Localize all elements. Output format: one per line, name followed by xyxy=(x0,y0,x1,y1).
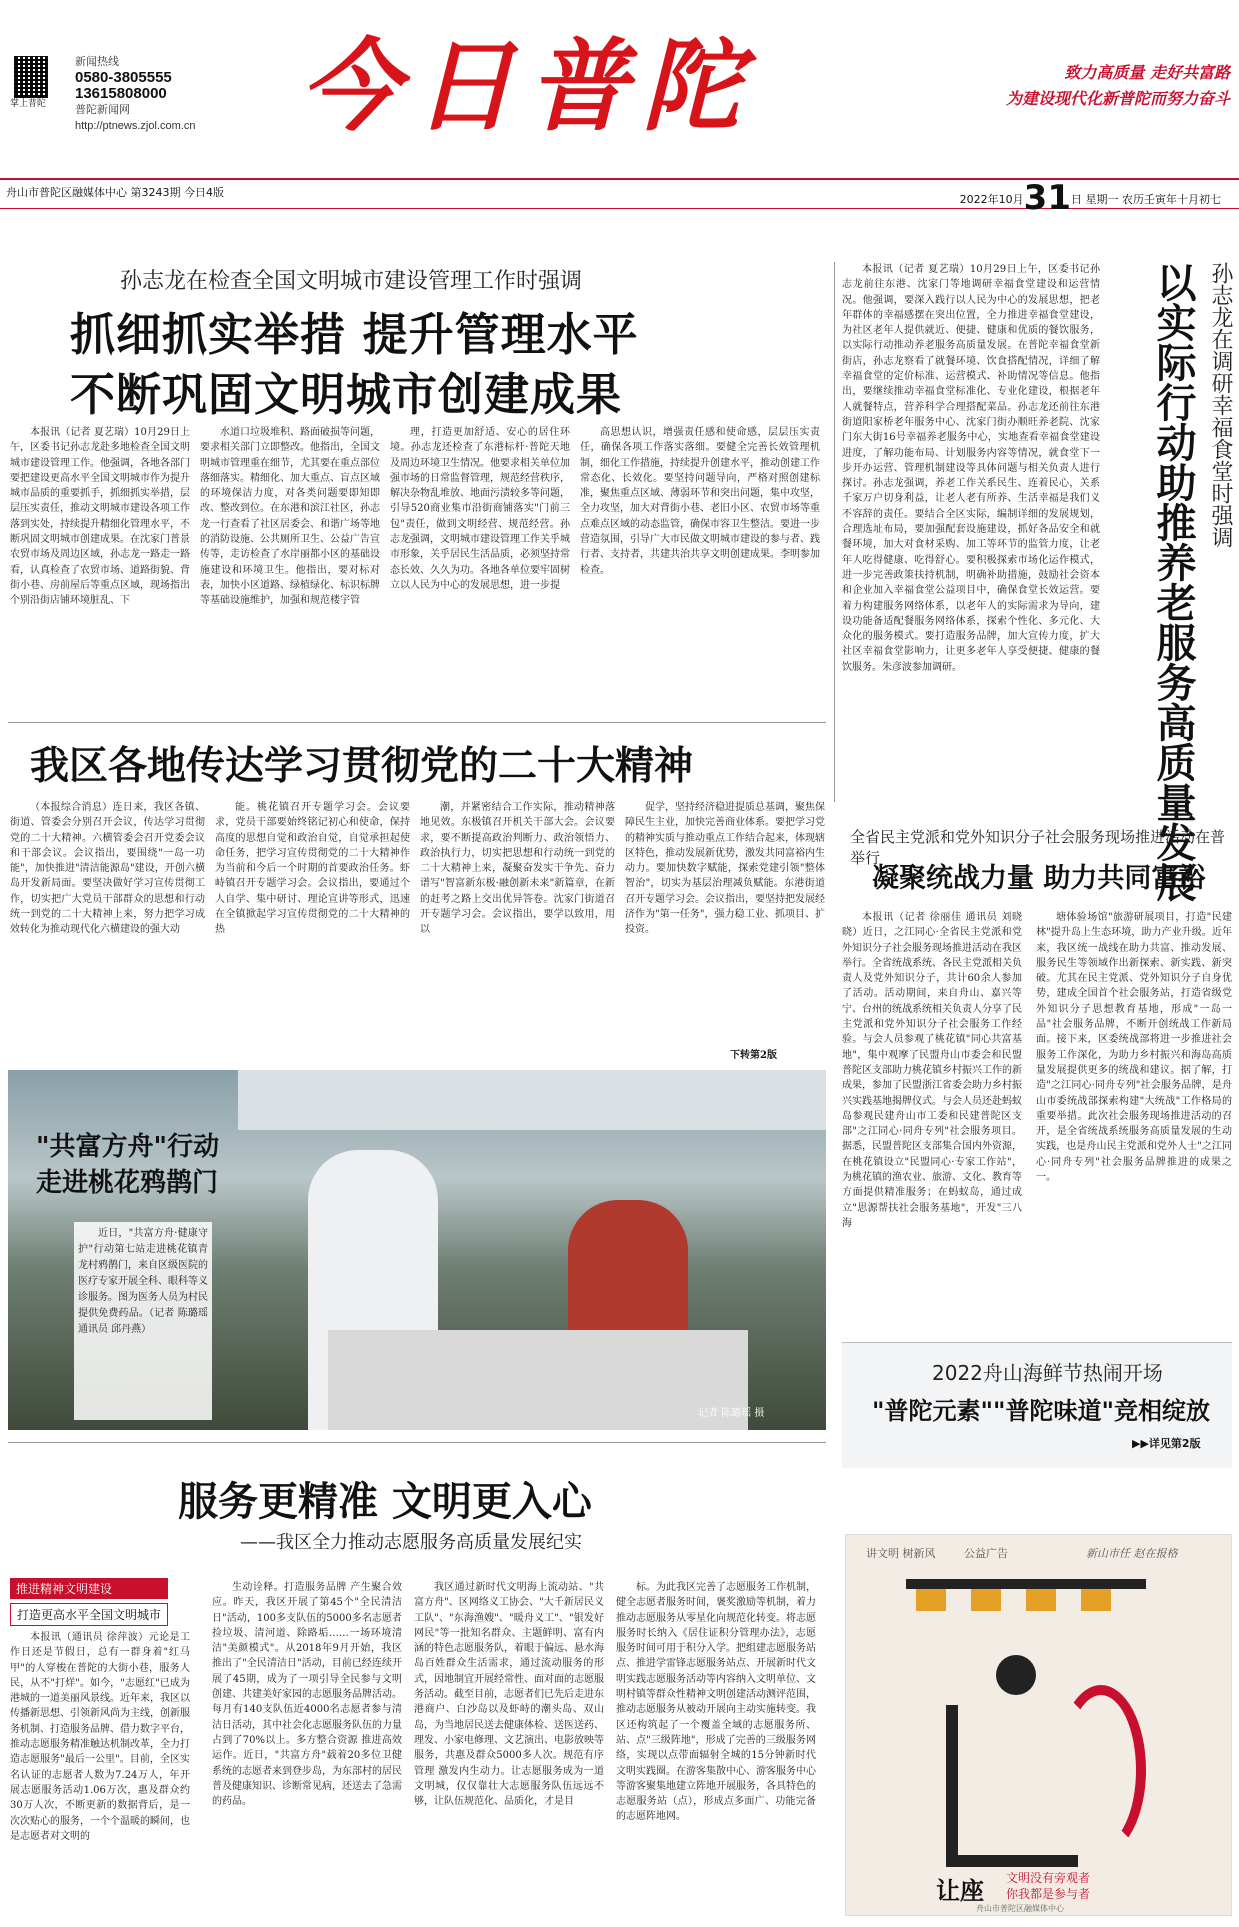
story6-title: 2022舟山海鲜节热闹开场 xyxy=(932,1361,1163,1385)
story7-col3: 我区通过新时代文明海上流动站、"共富方舟"、区网络义工协会、"大千新居民义工队"、"东海渔嫂"、"暖舟义工"、"银发好网民"等一批知名群众、主题鲜明、富有内涵的特色志愿服务队，着眼于偏远、悬水海岛百姓群众生活需求，通过流动服务的形式，因地制宜开展经常性、面对面的志愿服务活动。截至目前，志愿者们已先后走进东港商户、白沙岛以及虾峙的潮头岛、双山岛，为当地居民送去健康体检、送医送药、理发、小家电修理、文艺演出、电影放映等服务，共惠及群众5000多人次。规范有序管理 激发内生动力。让志愿服务成为一道文明城，仅仅靠壮大志愿服务队伍远远不够，让队伍规范化、品质化，才是目 xyxy=(414,1582,604,1808)
story4-caption: 近日，"共富方舟·健康守护"行动第七站走进桃花镇青龙村鸦鹊门，来自区级医院的医疗专家开展全科、眼科等义诊服务。图为医务人员为村民提供免费药品。（记者 陈璐瑶 通讯员 邱丹燕） xyxy=(74,1222,212,1420)
public-service-ad xyxy=(845,1534,1232,1916)
newspaper-logo: 今日普陀 xyxy=(300,27,756,145)
story3-col4: 促学，坚持经济稳进提质总基调，聚焦保障民生主业，加快完善商业体系。要把学习党的精神实质与推动重点工作结合起来，体现辖区特色，推动发展新优势，激发共同富裕内生动力。要加快数字赋能，探索党建引领"整体智治"，切实为基层治理减负赋能。东港街道召开专题学习会。会议指出，要坚持把发展经济作为"第一任务"，强力稳工业、抓项目、扩投资。 xyxy=(625,802,825,936)
date-prefix: 2022年10月 xyxy=(959,193,1024,206)
story5-col1: 本报讯（记者 徐丽佳 通讯员 刘晓晓）近日，之江同心·全省民主党派和党外知识分子社会服务现场推进活动在我区举行。全省统战系统、各民主党派相关负责人及党外知识分子，共计60余人参加了活动。活动期间，来自舟山、嘉兴等宁、台州的统战系统相关负责人分享了民主党派和党外知识分子社会服务工作经验。与会人员参观了桃花镇"同心共富基地"，集中观摩了民盟舟山市委会和民盟普陀区支部助力桃花镇乡村振兴工作的新成果，参加了民盟浙江省委会助力乡村振兴实践基地揭牌仪式。与会人员还赴蚂蚁岛参观民建舟山市工委和民建普陀区支部"之江同心·同舟专列"社会服务项目。据悉，民盟普陀区支部集合国内外资源，在桃花镇设立"民盟同心·专家工作站"，为桃花镇的渔农业、旅游、文化、教育等方面提供精准服务；在蚂蚁岛，通过成立"思源帮扶社会服务基地"，开发"三八海 xyxy=(842,912,1022,1229)
story3-col2: 能。桃花镇召开专题学习会。会议要求，党员干部要始终铭记初心和使命，保持高度的思想自觉和政治自觉，自觉承担起使命任务，把学习宣传贯彻党的二十大精神作为当前和今后一个时期的首要政治任务。虾峙镇召开专题学习会。会议指出，要通过个人自学、集中研讨、理论宣讲等形式，迅速在全镇掀起学习宣传贯彻党的二十大精神的热 xyxy=(215,802,410,936)
story7-tags xyxy=(10,1578,168,1626)
issue-date xyxy=(960,178,1221,218)
ad-seat-row xyxy=(906,1579,1146,1589)
story3-continued[interactable]: 下转第2版 xyxy=(730,1050,777,1061)
story7-col1: 本报讯（通讯员 徐萍波）元论是工作日还是节假日，总有一群身着"红马甲"的人穿梭在普陀的大街小巷，服务人民，从不"打烊"。如今，"志愿红"已成为港城的一道美丽风景线。近年来，我区以传播新思想、引领新风尚为主线，创新服务机制、打造服务品牌、借力数字平台，推动志愿服务精准触达机制改革，全力打造志愿服务"最后一公里"。目前，全区实名认证的志愿者人数为7.24万人，年开展志愿服务活动1.06万次，惠及群众约30万人次，不断更新的数据背后，是一次次贴心的服务，一个个温暖的瞬间，也是志愿者对文明的 xyxy=(10,1632,190,1842)
story3-title: 我区各地传达学习贯彻党的二十大精神 xyxy=(30,744,694,789)
qr-code[interactable] xyxy=(14,56,48,98)
phone-2: 13615808000 xyxy=(75,85,167,102)
story3-col1: （本报综合消息）连日来，我区各镇、街道、管委会分别召开会议，传达学习贯彻党的二十大精神。六横管委会召开党委会议和干部会议。会议指出，要围绕"一岛一功能"，加快推进"清洁能源岛"建设，开创六横岛开发新局面。要坚决做好学习宣传贯彻工作，切实把广大党员干部群众的思想和行动统一到党的二十大精神上来，努力把学习成效转化为推动现代化六横建设的强大动 xyxy=(10,802,205,936)
story7-col2: 生动诠释。打造服务品牌 产生聚合效应。昨天，我区开展了第45个"全民清洁日"活动，100多支队伍的5000多名志愿者捡垃圾、清河道、除路垢……一场环境清洁"美颜模式"。从2018年9月开始，我区推出了"全民清洁日"活动，目前已经连续开展了45期，成为了一项引导全民参与文明创建、共建美好家园的志愿服务品牌活动。每月有140支队伍近4000名志愿者参与清洁日活动，其中社会化志愿服务队伍的力量占到了70%以上。多方整合资源 推进高效运作。近日，"共富方舟"载着20多位卫健系统的志愿者来到登步岛，为东部村的居民普及健康知识、诊断常见病，还送去了急需的药品。 xyxy=(212,1582,402,1808)
column-divider xyxy=(834,262,835,802)
story7-subtitle: ——我区全力推动志愿服务高质量发展纪实 xyxy=(240,1532,582,1553)
story1-kicker: 孙志龙在检查全国文明城市建设管理工作时强调 xyxy=(120,269,583,294)
story3-col3: 潮，并紧密结合工作实际，推动精神落地见效。东极镇召开机关干部大会。会议要求，要不断提高政治判断力、政治领悟力、政治执行力，切实把思想和行动统一到党的二十大精神上来，凝聚奋发实干争先、奋力谱写"智富新东极·融创新未来"新篇章，在新的赶考之路上交出优异答卷。沈家门街道召开专题学习会。会议指出，要学以致用，用以 xyxy=(420,802,615,936)
slogan-line-2: 为建设现代化新普陀而努力奋斗 xyxy=(1005,89,1230,108)
story5-kicker: 全省民主党派和党外知识分子社会服务现场推进活动在普举行 xyxy=(850,828,1226,867)
qr-caption: 掌上普陀 xyxy=(10,99,47,109)
phone-1: 0580-3805555 xyxy=(75,69,172,86)
contact-block xyxy=(75,54,195,134)
ad-headline: 让座 xyxy=(936,1877,984,1905)
story7-col4: 标。为此我区完善了志愿服务工作机制，健全志愿者服务时间，褒奖激励等机制，着力推动志愿服务从零星化向规范化转变。将志愿服务时长纳入《居住证积分管理办法》，志愿服务时间可用于积分入学。把组建志愿服务站点、推进学雷锋志愿服务站点、开展新时代文明实践志愿服务活动等内容纳入文明单位、文明村镇等群众性精神文明创建活动测评范围，推动志愿服务从被动开展向主动实施转变。我区还构筑起了一个覆盖全域的志愿服务所、站、点"三级阵地"，形成了完善的三级服务网络，实现以点带面辐射全城的15分钟新时代文明实践圈。在游客集散中心、游客服务中心等游客聚集地建立阵地开展服务，各具特色的志愿服务站（点），形成点多面广、功能完备的志愿阵地网。 xyxy=(616,1582,816,1823)
hotline-label: 新闻热线 xyxy=(75,56,119,68)
ad-cane-icon xyxy=(1056,1685,1146,1855)
date-suffix: 日 星期一 农历壬寅年十月初七 xyxy=(1071,193,1221,206)
ad-seat-icons xyxy=(916,1589,1136,1611)
slogan-line-1: 致力高质量 走好共富路 xyxy=(1064,63,1230,82)
story5-title: 凝聚统战力量 助力共同富裕 xyxy=(872,863,1206,894)
story7-title: 服务更精准 文明更入心 xyxy=(178,1479,592,1525)
section-divider xyxy=(8,722,826,723)
story2-kicker: 孙志龙在调研幸福食堂时强调 xyxy=(1208,262,1233,548)
section-divider-2 xyxy=(8,1442,826,1443)
story1-col4: 高思想认识，增强责任感和使命感，层层压实责任，确保各项工作落实落细。要健全完善长效管理机制，细化工作措施，持续提升创建水平，推动创建工作常态化、长效化。要坚持问题导向，严格对照创建标准，聚焦重点区域、薄弱环节和突出问题，集中攻坚，全力攻坚，加大对背街小巷、老旧小区、农贸市场等重点难点区域的动态监管，确保市容卫生整洁。要进一步营造氛围，引导广大市民做文明城市建设的参与者、践行者、支持者，共建共治共享文明创建成果。李明参加检查。 xyxy=(580,427,820,576)
story2-body: 本报讯（记者 夏艺瑞）10月29日上午，区委书记孙志龙前往东港、沈家门等地调研幸福食堂建设和运营情况。他强调，要深入践行以人民为中心的发展思想，把老年群体的幸福感摆在突出位置，全力推进幸福食堂建设，为社区老年人提供就近、便捷、健康和优质的餐饮服务，以实际行动推动养老服务高质量发展。在普陀幸福食堂新街店，孙志龙察看了就餐环境、饮食搭配情况，详细了解幸福食堂的定价标准、运营模式、补助情况等信息。他指出，要继续推动幸福食堂标准化、专业化建设，根据老年人就餐特点，营养科学合理搭配菜品。孙志龙还前往东港街道阳家桥老年服务中心、沈家门街办顺旺养老院、沈家门东大街16号幸福养老服务中心，实地查看幸福食堂建设进度，了解功能布局、计划服务内容等情况，就食堂下一步开办运营、管理机制建设等具体问题与相关负责人进行探讨。孙志龙强调，养老工作关系民生、连着民心，关系千家万户切身利益，让老人老有所养、生活幸福是我们义不容辞的责任。要结合全区实际，编制详细的发展规划，合理选址布局，要加强配套设施建设，抓好各品安全和就餐环境，加大对食材采购、加工等环节的监管力度，让老年人吃得健康、吃得舒心。要积极探索市场化运作模式，进一步完善政策扶持机制，明确补助措施，鼓励社会资本和企业加入幸福食堂公益项目中，确保食堂长效运营。要着力构建服务网络体系，以老年人的实际需求为导向，建设功能备适配餐服务网络体系，探索个性化、多元化、大众化的服务模式。要打造服务品牌，加大宣传力度，扩大社区幸福食堂影响力，让更多老年人享受便捷、健康的餐饮服务。朱彦波参加调研。 xyxy=(842,264,1100,673)
story4-title-line1: "共富方舟"行动 xyxy=(36,1132,220,1162)
slogan xyxy=(940,60,1230,112)
masthead xyxy=(0,0,1239,180)
issue-info: 舟山市普陀区融媒体中心 第3243期 今日4版 xyxy=(6,186,224,199)
story6-pointer[interactable]: ▶▶详见第2版 xyxy=(1132,1437,1201,1450)
ad-footer: 舟山市普陀区融媒体中心 xyxy=(976,1904,1064,1913)
ad-top-left: 讲文明 树新风 xyxy=(866,1547,936,1560)
story1-col1: 本报讯（记者 夏艺瑞）10月29日上午，区委书记孙志龙赴多地检查全国文明城市建设管理工作。他强调，各地各部门要把建设更高水平全国文明城市作为提升城市品质的重要抓手，抓细抓实举措，层层压实责任，推动文明城市建设各项工作落到实处，持续提升精细化管理水平，不断巩固文明城市创建成果。在沈家门普景农贸市场及周边区域，孙志龙一路走一路看，认真检查了农贸市场、道路街貌、背街小巷、房前屋后等重点区域，现场指出个别沿街店铺环境脏乱、下 xyxy=(10,427,190,607)
ad-top-mid: 公益广告 xyxy=(964,1547,1008,1560)
photo-table xyxy=(328,1330,748,1430)
site-url[interactable]: http://ptnews.zjol.com.cn xyxy=(75,120,196,132)
story6-subtitle: "普陀元素""普陀味道"竞相绽放 xyxy=(872,1397,1211,1425)
date-day: 31 xyxy=(1023,178,1071,218)
story7-tag-1: 推进精神文明建设 xyxy=(10,1578,168,1599)
story7-tag-2: 打造更高水平全国文明城市 xyxy=(10,1603,168,1626)
photo-canopy xyxy=(238,1070,826,1130)
story2-title: 以实际行动助推养老服务高质量发展 xyxy=(1150,262,1196,902)
photo-credit: 记者 陈璐瑶 摄 xyxy=(698,1408,765,1419)
story5-col2: 塘体验场馆"旅游研展项目，打造"民建林"提升岛上生态环境，助力产业升级。近年来，我区统一战线在助力共富、推动发展、服务民生等领域作出新探索、新实践、新突破。尤其在民主党派、党外知识分子自身优势，建成全国首个社会服务站，打造省级党外知识分子思想教育基地，形成"一岛一品"社会服务品牌，不断开创统战工作新局面。接下来，区委统战部将进一步推进社会服务工作深化，为助力乡村振兴和海岛高质量发展提供更多的统战和建议。据了解，打造"之江同心·同舟专列"社会服务品牌，是舟山市委统战部探索构建"大统战"工作格局的重要举措。此次社会服务现场推进活动的召开，是全省统战系统服务高质量发展的生动实践，也是舟山民主党派和党外人士"之江同心·同舟专列"社会服务品牌推进的成果之一。 xyxy=(1036,912,1232,1184)
ad-top-right: 新山市任 赵在报格 xyxy=(1086,1547,1178,1560)
story6-box[interactable] xyxy=(842,1342,1232,1468)
ad-line1: 文明没有旁观者 xyxy=(1006,1871,1091,1885)
site-label: 普陀新闻网 xyxy=(75,104,130,116)
ad-line2: 你我都是参与者 xyxy=(1006,1887,1091,1901)
story1-title-line2: 不断巩固文明城市创建成果 xyxy=(70,368,623,421)
ad-person-head-icon xyxy=(996,1655,1036,1695)
story1-title-line1: 抓细抓实举措 提升管理水平 xyxy=(70,308,639,361)
story1-col2: 水道口垃圾堆积、路面破损等问题，要求相关部门立即整改。他指出，全国文明城市管理重在细节，尤其要在重点部位落细落实。精细化、加大重点、盲点区域的环境保洁力度，对各类问题要即知即改、整改到位。在东港和滨江社区，孙志龙一行查看了社区居委会、和谐广场等地的消防设施、公共厕所卫生、公益广告宣传等，走访检查了水岸丽都小区的基础设施建设和环境卫生。他指出，要对标对表，加快小区道路、绿植绿化、标识标牌等基础设施维护，加强和规范楼宇管 xyxy=(200,427,380,607)
story1-col3: 理，打造更加舒适、安心的居住环境。孙志龙还检查了东港标杆·普陀天地及周边环境卫生情况。他要求相关单位加强市场的日常监督管理，规范经营秩序，解决杂物乱堆放、地面污渍较多等问题，引导520商业集市沿街商铺落实"门前三包"责任，做到文明经营、规范经营。孙志龙强调，文明城市建设管理工作关乎城市形象，关乎居民生活品质，必须坚持常态长效、久久为功。各地各单位要牢固树立以人民为中心的发展思想，进一步提 xyxy=(390,427,570,591)
story4-title-line2: 走进桃花鸦鹊门 xyxy=(36,1168,219,1198)
